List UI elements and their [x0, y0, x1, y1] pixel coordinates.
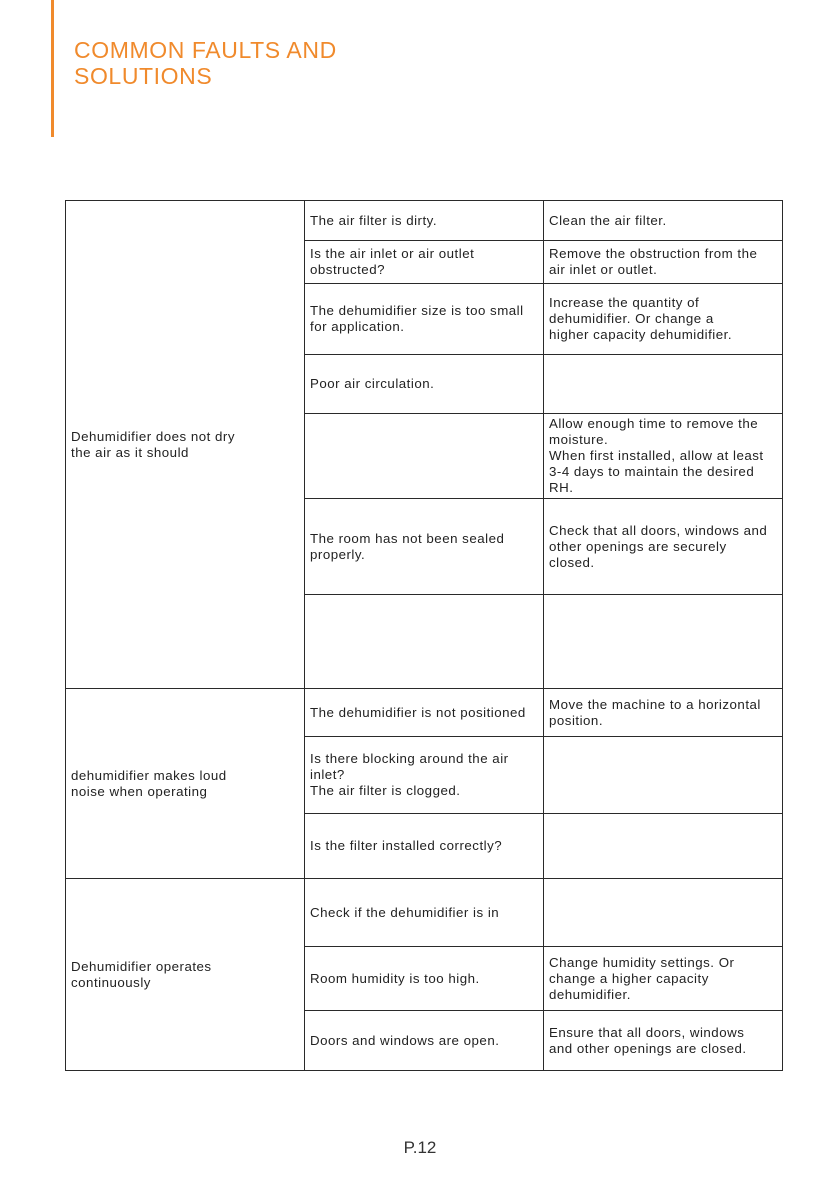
cause-cell: The air filter is dirty. [305, 201, 544, 241]
cause-cell: Is the air inlet or air outlet obstructed? [305, 241, 544, 284]
solution-cell: Move the machine to a horizontal position. [544, 689, 783, 737]
solution-cell: Change humidity settings. Or change a higher capacity dehumidifier. [544, 947, 783, 1011]
cause-cell [305, 414, 544, 499]
title-line-1: COMMON FAULTS AND [74, 37, 337, 63]
accent-bar [51, 0, 54, 137]
problem-cell: Dehumidifier does not dry the air as it should [66, 201, 305, 689]
solution-cell [544, 879, 783, 947]
table-row [66, 879, 783, 947]
solution-cell: Allow enough time to remove the moisture. When first installed, allow at least 3-4 days to maintain the desired RH. [544, 414, 783, 499]
problem-cell: Dehumidifier operates continuously [66, 879, 305, 1071]
cause-cell: The room has not been sealed properly. [305, 499, 544, 595]
cause-cell: Poor air circulation. [305, 355, 544, 414]
solution-cell: Check that all doors, windows and other openings are securely closed. [544, 499, 783, 595]
cause-cell: Check if the dehumidifier is in [305, 879, 544, 947]
solution-cell: Remove the obstruction from the air inlet or outlet. [544, 241, 783, 284]
cause-cell: The dehumidifier size is too small for application. [305, 284, 544, 355]
title-line-2: SOLUTIONS [74, 63, 213, 89]
cause-cell: Doors and windows are open. [305, 1011, 544, 1071]
page-title [74, 37, 474, 89]
table-row [66, 689, 783, 737]
table-row [66, 201, 783, 241]
solution-cell [544, 355, 783, 414]
problem-cell: dehumidifier makes loud noise when operating [66, 689, 305, 879]
cause-cell: Room humidity is too high. [305, 947, 544, 1011]
solution-cell: Ensure that all doors, windows and other openings are closed. [544, 1011, 783, 1071]
solution-cell [544, 737, 783, 814]
cause-cell: Is the filter installed correctly? [305, 814, 544, 879]
solution-cell: Increase the quantity of dehumidifier. Or change a higher capacity dehumidifier. [544, 284, 783, 355]
cause-cell: Is there blocking around the air inlet? The air filter is clogged. [305, 737, 544, 814]
faults-table [65, 200, 783, 1071]
page-number: P.12 [403, 1138, 437, 1157]
cause-cell [305, 595, 544, 689]
solution-cell [544, 595, 783, 689]
cause-cell: The dehumidifier is not positioned [305, 689, 544, 737]
solution-cell [544, 814, 783, 879]
solution-cell: Clean the air filter. [544, 201, 783, 241]
